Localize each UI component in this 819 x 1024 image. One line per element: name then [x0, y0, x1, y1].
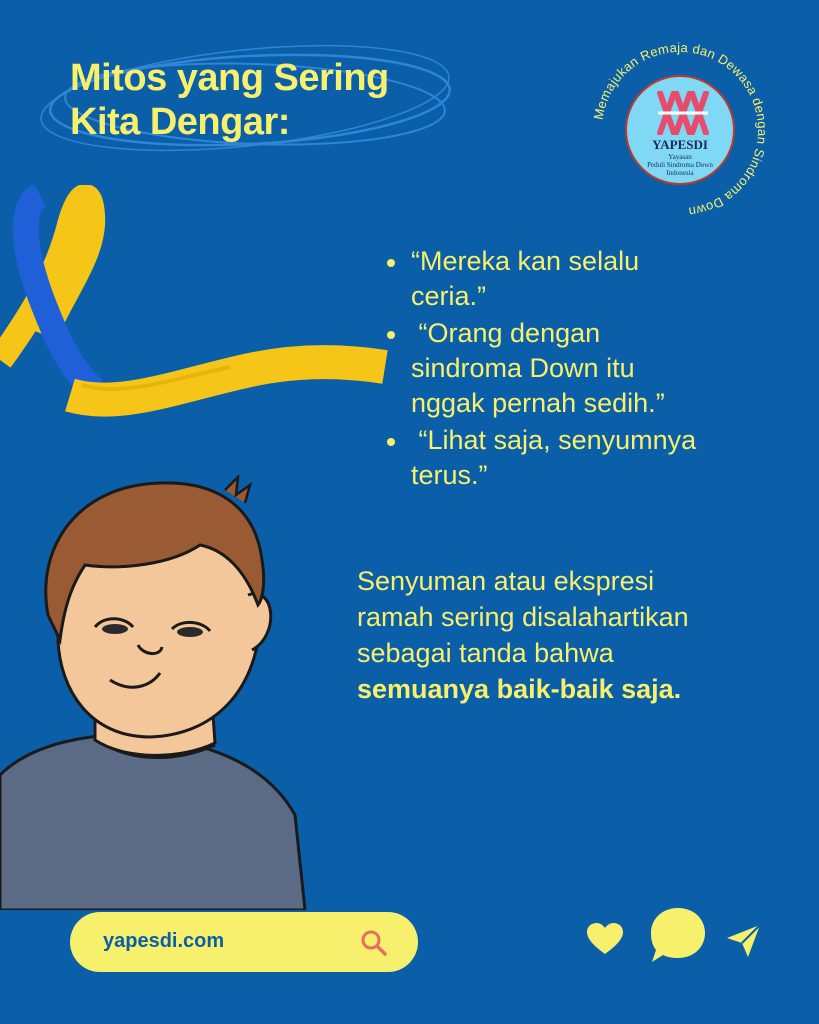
- search-bar[interactable]: [70, 912, 418, 972]
- list-item: [385, 244, 765, 314]
- myth-text: “Orang dengan: [411, 318, 601, 348]
- message-line: sebagai tanda bahwa: [357, 638, 614, 668]
- yapesdi-logo: [585, 35, 775, 225]
- logo-sub-3: Indonesia: [666, 169, 694, 177]
- message-line: ramah sering disalahartikan: [357, 602, 689, 632]
- myth-text: sindroma Down itu: [411, 353, 635, 383]
- awareness-ribbon-icon: [0, 185, 390, 425]
- bullet-icon: [387, 259, 395, 267]
- logo-badge: [625, 75, 735, 185]
- website-url[interactable]: yapesdi.com: [103, 930, 225, 952]
- page-title: [70, 56, 389, 144]
- list-item: [385, 316, 765, 421]
- myth-text: terus.”: [411, 460, 488, 490]
- search-icon[interactable]: [360, 929, 388, 957]
- message-paragraph: [357, 563, 777, 707]
- logo-name: YAPESDI: [652, 137, 708, 152]
- bullet-icon: [387, 331, 395, 339]
- logo-subtitle: [635, 153, 725, 177]
- myth-text: “Lihat saja, senyumnya: [411, 425, 697, 455]
- myth-text: “Mereka kan selalu: [411, 246, 640, 276]
- list-item: [385, 423, 765, 493]
- logo-ring-text: Memajukan Remaja dan Dewasa dengan Sindroma Down: [590, 39, 771, 220]
- logo-sub-1: Yayasan: [668, 153, 692, 161]
- message-emphasis: semuanya baik-baik saja.: [357, 674, 682, 704]
- myth-text: nggak pernah sedih.”: [411, 388, 665, 418]
- bullet-icon: [387, 438, 395, 446]
- title-line-2: Kita Dengar:: [70, 101, 290, 143]
- logo-sub-2: Peduli Sindroma Down: [647, 161, 713, 169]
- myth-text: ceria.”: [411, 281, 487, 311]
- message-line: Senyuman atau ekspresi: [357, 566, 655, 596]
- title-line-1: Mitos yang Sering: [70, 57, 389, 99]
- heart-icon[interactable]: [586, 922, 624, 956]
- person-illustration: [0, 475, 310, 910]
- myth-list: [385, 244, 765, 495]
- speech-bubble-icon[interactable]: [648, 905, 708, 965]
- send-icon[interactable]: [726, 924, 762, 958]
- chromosome-icon: [654, 91, 710, 135]
